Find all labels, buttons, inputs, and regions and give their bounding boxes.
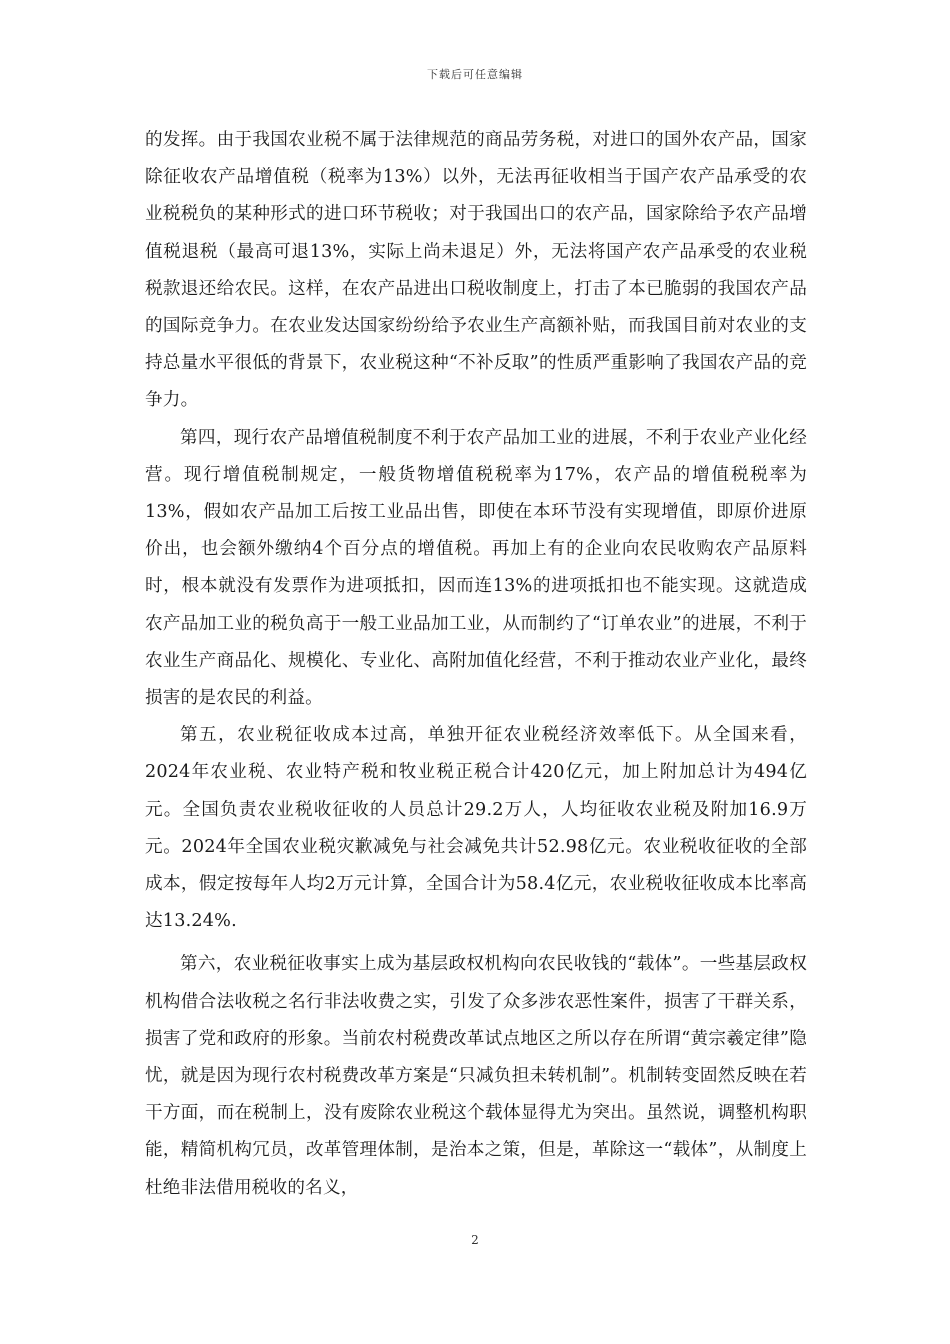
paragraph-sixth: 第六，农业税征收事实上成为基层政权机构向农民收钱的“载体”。一些基层政权机构借合法收税之名行非法收费之实，引发了众多涉农恶性案件，损害了干群关系，损害了党和政府的形象。当前农村税费改革试点地区之所以存在所谓“黄宗羲定律”隐忧，就是因为现行农村税费改革方案是“只减负担未转机制”。机制转变固然反映在若干方面，而在税制上，没有废除农业税这个载体显得尤为突出。虽然说，调整机构职能，精简机构冗员，改革管理体制，是治本之策，但是，革除这一“载体”，从制度上杜绝非法借用税收的名义， bbox=[145, 954, 807, 1198]
paragraph-fifth: 第五，农业税征收成本过高，单独开征农业税经济效率低下。从全国来看，2024年农业税、农业特产税和牧业税正税合计420亿元，加上附加总计为494亿元。全国负责农业税收征收的人员总计29.2万人，人均征收农业税及附加16.9万元。2024年全国农业税灾歉减免与社会减免共计52.98亿元。农业税收征收的全部成本，假定按每年人均2万元计算，全国合计为58.4亿元，农业税收征收成本比率高达13.24%. bbox=[145, 725, 807, 932]
page-number: 2 bbox=[471, 1233, 479, 1247]
paragraph-fourth: 第四，现行农产品增值税制度不利于农产品加工业的进展，不利于农业产业化经营。现行增值税制规定，一般货物增值税税率为17%，农产品的增值税税率为13%，假如农产品加工后按工业品出售，即使在本环节没有实现增值，即原价进原价出，也会额外缴纳4个百分点的增值税。再加上有的企业向农民收购农产品原料时，根本就没有发票作为进项抵扣，因而连13%的进项抵扣也不能实现。这就造成农产品加工业的税负高于一般工业品加工业，从而制约了“订单农业”的进展，不利于农业生产商品化、规模化、专业化、高附加值化经营，不利于推动农业产业化，最终损害的是农民的利益。 bbox=[145, 427, 807, 709]
document-body bbox=[145, 122, 807, 1207]
paragraph-continuation: 的发挥。由于我国农业税不属于法律规范的商品劳务税，对进口的国外农产品，国家除征收农产品增值税（税率为13%）以外，无法再征收相当于国产农产品承受的农业税税负的某种形式的进口环节税收；对于我国出口的农产品，国家除给予农产品增值税退税（最高可退13%，实际上尚未退足）外，无法将国产农产品承受的农业税税款退还给农民。这样，在农产品进出口税收制度上，打击了本已脆弱的我国农产品的国际竞争力。在农业发达国家纷纷给予农业生产高额补贴，而我国目前对农业的支持总量水平很低的背景下，农业税这种“不补反取”的性质严重影响了我国农产品的竞争力。 bbox=[145, 130, 807, 411]
page-header: 下载后可任意编辑 bbox=[427, 68, 523, 81]
